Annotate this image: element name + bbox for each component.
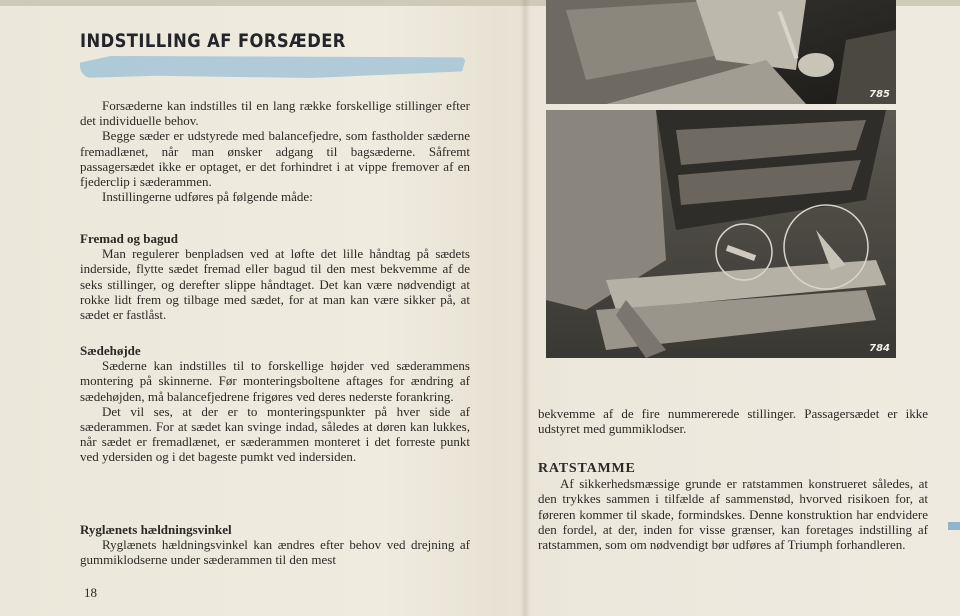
section-paragraph: Sæderne kan indstilles til to forskellige højder ved sæderammens montering på skinnerne. Før monteringsboltene aftages for ændring af sædehøjden, må balancefjedrene frigøres ved deres nederste forankring.: [80, 358, 470, 404]
seat-lever-photo-icon: [546, 0, 896, 104]
section-heading: Sædehøjde: [80, 343, 141, 358]
photo-seat-lever: [546, 0, 896, 104]
section-fremad-bagud: [80, 231, 470, 322]
title-underline-stripe: [80, 56, 466, 78]
intro-paragraph: Instillingerne udføres på følgende måde:: [102, 189, 313, 205]
section-saedehoejde: [80, 343, 470, 465]
section-ryglaen: [80, 522, 470, 568]
section-paragraph: Det vil ses, at der er to monteringspunkter på hver side af sæderammen. For at sædet kan svinge indad, således at døren kan lukkes, når sædet er fremadlænet, er sæderammen monteret i det forreste punkt ved ydersiden og i det bageste pumkt ved indersiden.: [80, 403, 470, 465]
intro-block: [80, 98, 470, 204]
continuation-block: [538, 406, 928, 436]
margin-mark: [948, 522, 960, 530]
section-ratstamme: [538, 461, 928, 552]
continuation-paragraph: bekvemme af de fire nummererede stillinger. Passagersædet er ikke udstyret med gummiklodser.: [538, 406, 928, 437]
photo-label: 784: [869, 343, 890, 354]
page-title: INDSTILLING AF FORSÆDER: [80, 30, 346, 52]
intro-paragraph: Begge sæder er udstyrede med balancefjedre, som fastholder sæderne fremadlænet, når man ønsker adgang til bagsæderne. Såfremt passagersædet ikke er optaget, er det forhindret i at vippe fremover af en fjederclip i sæderammen.: [80, 128, 470, 190]
section-paragraph: Af sikkerhedsmæssige grunde er ratstammen konstrueret således, at den trykkes sammen i tilfælde af sammenstød, hvorved risikoen for, at føreren kommer til skade, formindskes. Denne konstruktion har endvidere den fordel, at der, inden for visse grænser, kan foretages indstilling af ratstammen, som om nødvendigt bør udføres af Triumph forhandleren.: [538, 476, 928, 553]
section-heading: RATSTAMME: [538, 461, 636, 476]
page-fold: [520, 0, 530, 616]
page-number: 18: [84, 585, 97, 600]
photo-seat-rail: [546, 110, 896, 358]
seat-rail-photo-icon: [546, 110, 896, 358]
section-paragraph: Man regulerer benpladsen ved at løfte det lille håndtag på sædets inderside, flytte sædet fremad eller bagud til den mest bekvemme af de seks stillinger, og derefter slippe håndtaget. Det kan være nødvendigt at rokke lidt frem og tilbage med sædet, for at man kan være sikker på, at sædet er fastlåst.: [80, 246, 470, 323]
intro-paragraph: Forsæderne kan indstilles til en lang række forskellige stillinger efter det individuelle behov.: [80, 98, 470, 129]
section-heading: Ryglænets hældningsvinkel: [80, 522, 232, 537]
photo-label: 785: [869, 89, 890, 100]
section-paragraph: Ryglænets hældningsvinkel kan ændres efter behov ved drejning af gummiklodserne under sæderammen til den mest: [80, 537, 470, 568]
section-heading: Fremad og bagud: [80, 231, 178, 246]
